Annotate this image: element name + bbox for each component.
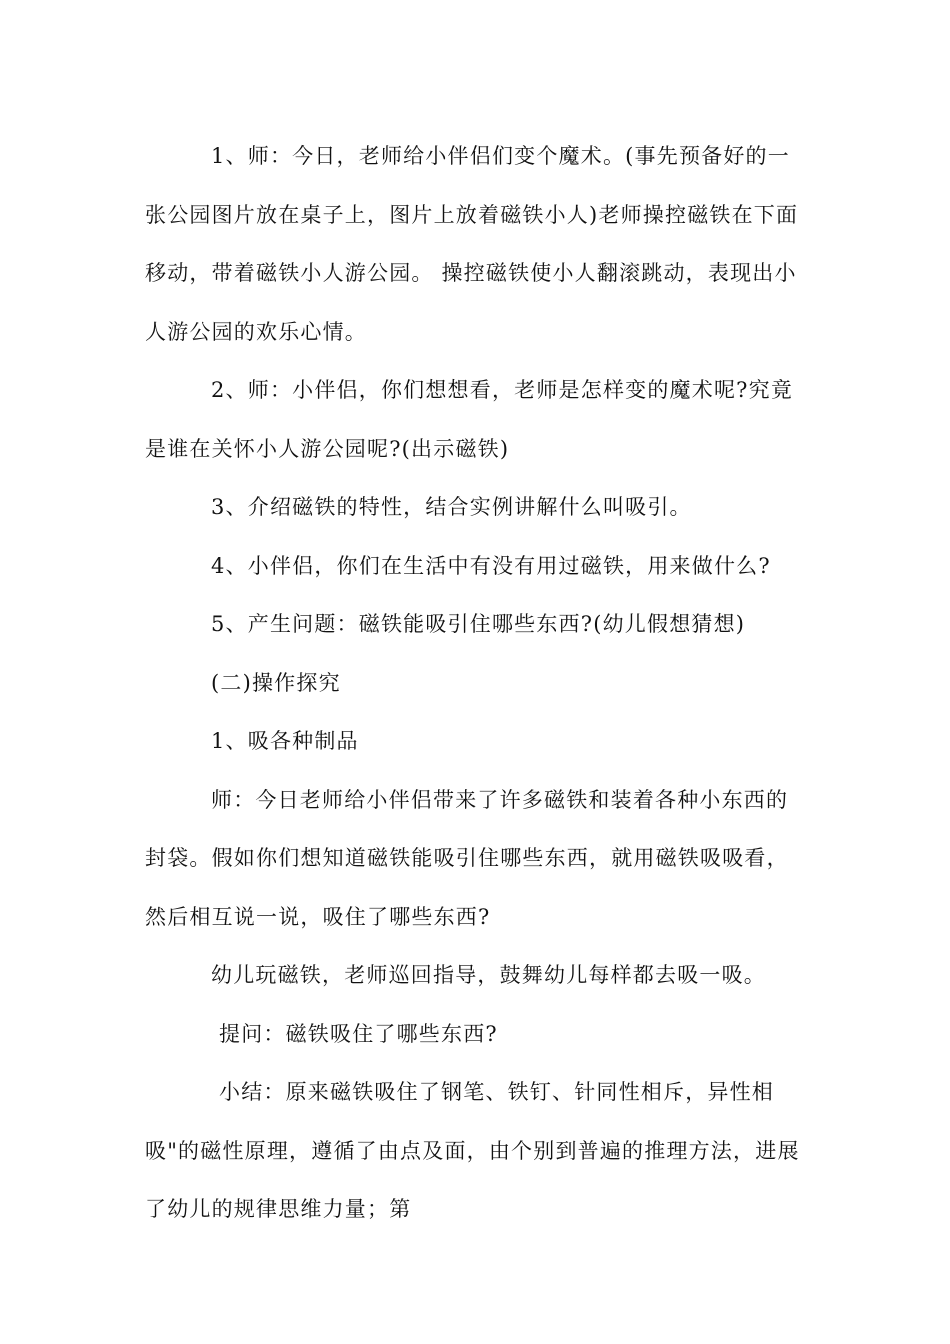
paragraph-question: 提问：磁铁吸住了哪些东西? — [219, 1021, 498, 1046]
paragraph-children-play: 幼儿玩磁铁，老师巡回指导，鼓舞幼儿每样都去吸一吸。 — [211, 963, 766, 987]
paragraph-4: 4、小伴侣，你们在生活中有没有用过磁铁，用来做什么? — [211, 553, 771, 578]
paragraph-3: 3、介绍磁铁的特性，结合实例讲解什么叫吸引。 — [211, 495, 692, 519]
document-body — [145, 127, 810, 1239]
section-heading: (二)操作探究 — [211, 670, 341, 695]
paragraph-1: 1、师：今日，老师给小伴侣们变个魔术。(事先预备好的一张公园图片放在桌子上，图片上放着磁铁小人)老师操控磁铁在下面移动，带着磁铁小人游公园。 操控磁铁使小人翻滚跳动，表现出小人游公园的欢乐心情。 — [145, 144, 799, 344]
paragraph-2: 2、师：小伴侣，你们想想看，老师是怎样变的魔术呢?究竟是谁在关怀小人游公园呢?(出示磁铁) — [145, 378, 794, 461]
paragraph-teacher: 师：今日老师给小伴侣带来了许多磁铁和装着各种小东西的封袋。假如你们想知道磁铁能吸引住哪些东西，就用磁铁吸吸看，然后相互说一说，吸住了哪些东西? — [145, 787, 789, 929]
paragraph-5: 5、产生问题：磁铁能吸引住哪些东西?(幼儿假想猜想) — [211, 612, 746, 636]
subheading: 1、吸各种制品 — [211, 729, 359, 753]
paragraph-summary: 小结：原来磁铁吸住了钢笔、铁钉、针同性相斥，异性相吸"的磁性原理，遵循了由点及面，由个别到普遍的推理方法，进展了幼儿的规律思维力量；第 — [145, 1080, 800, 1221]
